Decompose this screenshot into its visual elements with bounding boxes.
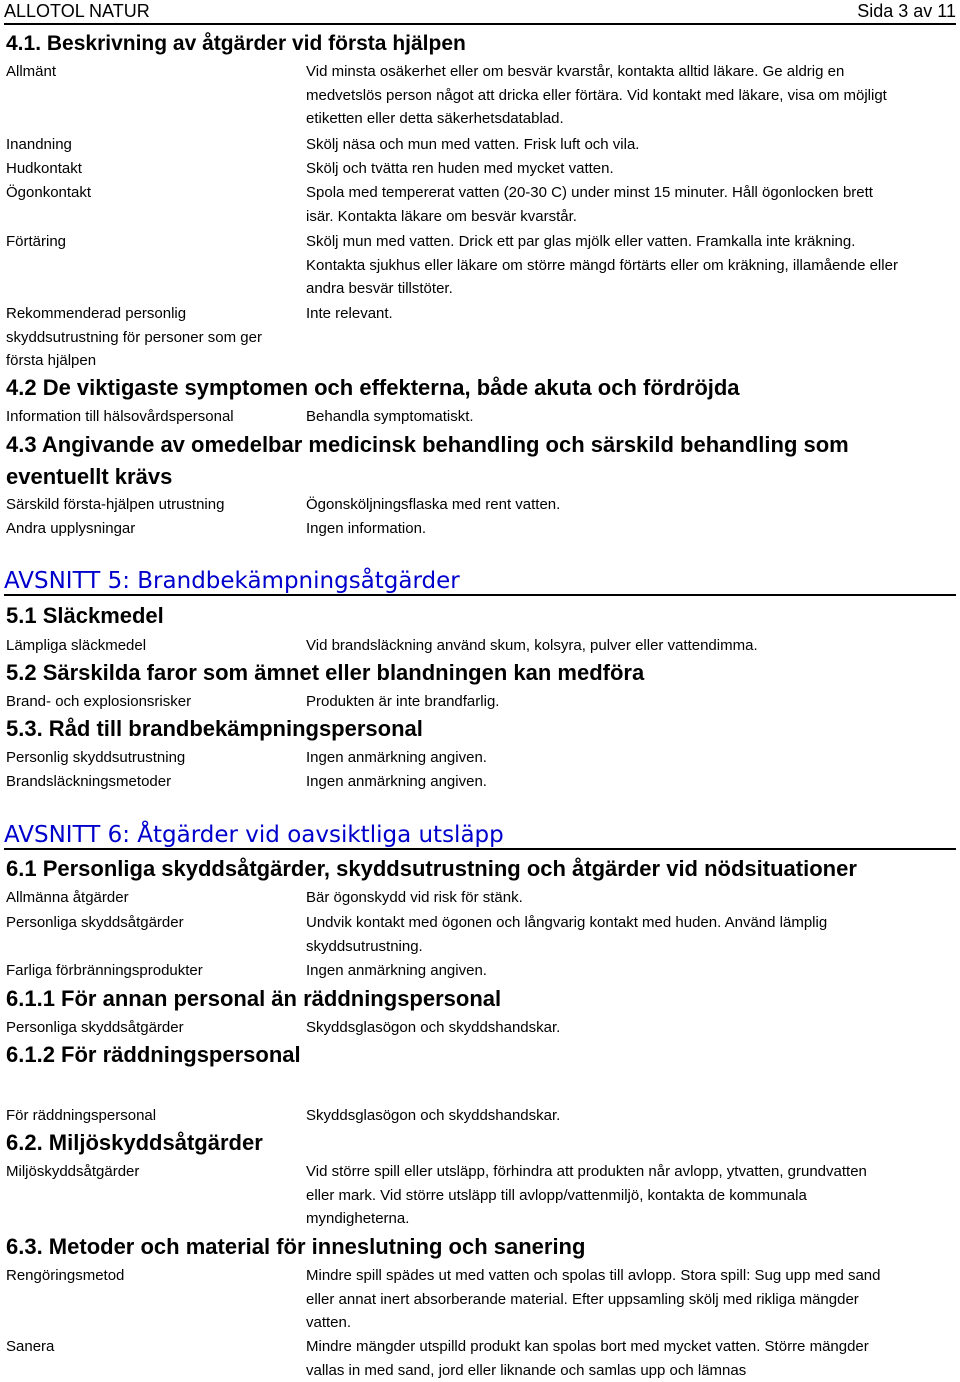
field-label: Personlig skyddsutrustning — [6, 749, 186, 766]
field-label: För räddningspersonal — [6, 1107, 157, 1124]
field-value: Vid minsta osäkerhet eller om besvär kvarstår, kontakta alltid läkare. Ge aldrig en medvetslös person något att dricka eller förtära. Vid kontakt med läkare, visa om möjligt etiketten eller detta säkerhetsdatablad. — [306, 63, 887, 127]
field-label: Allmänna åtgärder — [6, 889, 129, 906]
field-label: Förtäring — [6, 233, 67, 250]
field-value: Vid brandsläckning använd skum, kolsyra, pulver eller vattendimma. — [306, 637, 758, 654]
field-value: Skyddsglasögon och skyddshandskar. — [306, 1019, 561, 1036]
field-label: Hudkontakt — [6, 160, 82, 177]
field-label: Brand- och explosionsrisker — [6, 693, 192, 710]
field-label: Allmänt — [6, 63, 57, 80]
field-label: Rengöringsmetod — [6, 1267, 125, 1284]
field-label: Brandsläckningsmetoder — [6, 773, 172, 790]
field-value: Undvik kontakt med ögonen och långvarig kontakt med huden. Använd lämplig skyddsutrustning. — [306, 914, 828, 955]
page-number: Sida 3 av 11 — [857, 1, 956, 21]
field-label: Andra upplysningar — [6, 520, 136, 537]
field-value: Mindre mängder utspilld produkt kan spolas bort med mycket vatten. Större mängder vallas in med sand, jord eller liknande och samlas upp och lämnas — [306, 1338, 869, 1379]
field-label: Farliga förbränningsprodukter — [6, 962, 203, 979]
field-label: Lämpliga släckmedel — [6, 637, 147, 654]
field-value: Ingen anmärkning angiven. — [306, 749, 487, 766]
section-title-5-1: 5.1 Släckmedel — [6, 603, 164, 628]
section-title-6-1-1: 6.1.1 För annan personal än räddningspersonal — [6, 986, 502, 1011]
section-title-6-1-2: 6.1.2 För räddningspersonal — [6, 1042, 301, 1067]
field-label: Rekommenderad personlig skyddsutrustning för personer som ger första hjälpen — [6, 305, 262, 369]
field-value: Ögonsköljningsflaska med rent vatten. — [306, 496, 561, 513]
section-band-5: AVSNITT 5: Brandbekämpningsåtgärder — [4, 568, 956, 596]
section-title-4-3: 4.3 Angivande av omedelbar medicinsk behandling och särskild behandling som eventuellt krävs — [6, 432, 849, 489]
section-title-4-2: 4.2 De viktigaste symptomen och effekterna, både akuta och fördröjda — [6, 375, 740, 400]
product-name: ALLOTOL NATUR — [4, 1, 150, 21]
field-value: Spola med tempererat vatten (20-30 C) under minst 15 minuter. Håll ögonlocken brett isär. Kontakta läkare om besvär kvarstår. — [306, 184, 873, 225]
field-value: Vid större spill eller utsläpp, förhindra att produkten når avlopp, ytvatten, grundvatten eller mark. Vid större utsläpp till avlopp/vattenmiljö, kontakta de kommunala myndigheterna. — [306, 1163, 867, 1227]
page-header — [4, 0, 956, 24]
field-value: Skyddsglasögon och skyddshandskar. — [306, 1107, 561, 1124]
section-band-6: AVSNITT 6: Åtgärder vid oavsiktliga utsläpp — [4, 822, 956, 850]
section-title-6-1: 6.1 Personliga skyddsåtgärder, skyddsutrustning och åtgärder vid nödsituationer — [6, 856, 857, 881]
field-value: Bär ögonskydd vid risk för stänk. — [306, 889, 523, 906]
field-label: Personliga skyddsåtgärder — [6, 1019, 184, 1036]
field-label: Sanera — [6, 1338, 55, 1355]
field-value: Skölj mun med vatten. Drick ett par glas mjölk eller vatten. Framkalla inte kräkning. Kontakta sjukhus eller läkare om större mängd förtärts eller om kräkning, illamående eller andra besvär tillstöter. — [306, 233, 898, 297]
section-title-5-3: 5.3. Råd till brandbekämpningspersonal — [6, 716, 423, 741]
field-value: Behandla symptomatiskt. — [306, 408, 474, 425]
section-title-6-2: 6.2. Miljöskyddsåtgärder — [6, 1130, 263, 1155]
field-value: Ingen anmärkning angiven. — [306, 773, 487, 790]
field-label: Särskild första-hjälpen utrustning — [6, 496, 225, 513]
field-label: Ögonkontakt — [6, 184, 92, 201]
section-title-4-1: 4.1. Beskrivning av åtgärder vid första hjälpen — [6, 32, 466, 55]
field-label: Inandning — [6, 136, 72, 153]
field-value: Skölj och tvätta ren huden med mycket vatten. — [306, 160, 614, 177]
field-value: Skölj näsa och mun med vatten. Frisk luft och vila. — [306, 136, 640, 153]
field-value: Mindre spill spädes ut med vatten och spolas till avlopp. Stora spill: Sug upp med sand eller annat inert absorberande material. Efter uppsamling skölj med rikliga mängder vatten. — [306, 1267, 881, 1331]
field-label: Information till hälsovårdspersonal — [6, 408, 234, 425]
field-label: Personliga skyddsåtgärder — [6, 914, 184, 931]
section-title-6-3: 6.3. Metoder och material för inneslutning och sanering — [6, 1234, 586, 1259]
field-label: Miljöskyddsåtgärder — [6, 1163, 140, 1180]
field-value: Produkten är inte brandfarlig. — [306, 693, 500, 710]
field-value: Ingen information. — [306, 520, 427, 537]
field-value: Ingen anmärkning angiven. — [306, 962, 487, 979]
field-value: Inte relevant. — [306, 305, 393, 322]
section-title-5-2: 5.2 Särskilda faror som ämnet eller blandningen kan medföra — [6, 660, 645, 685]
header-divider — [4, 23, 956, 25]
